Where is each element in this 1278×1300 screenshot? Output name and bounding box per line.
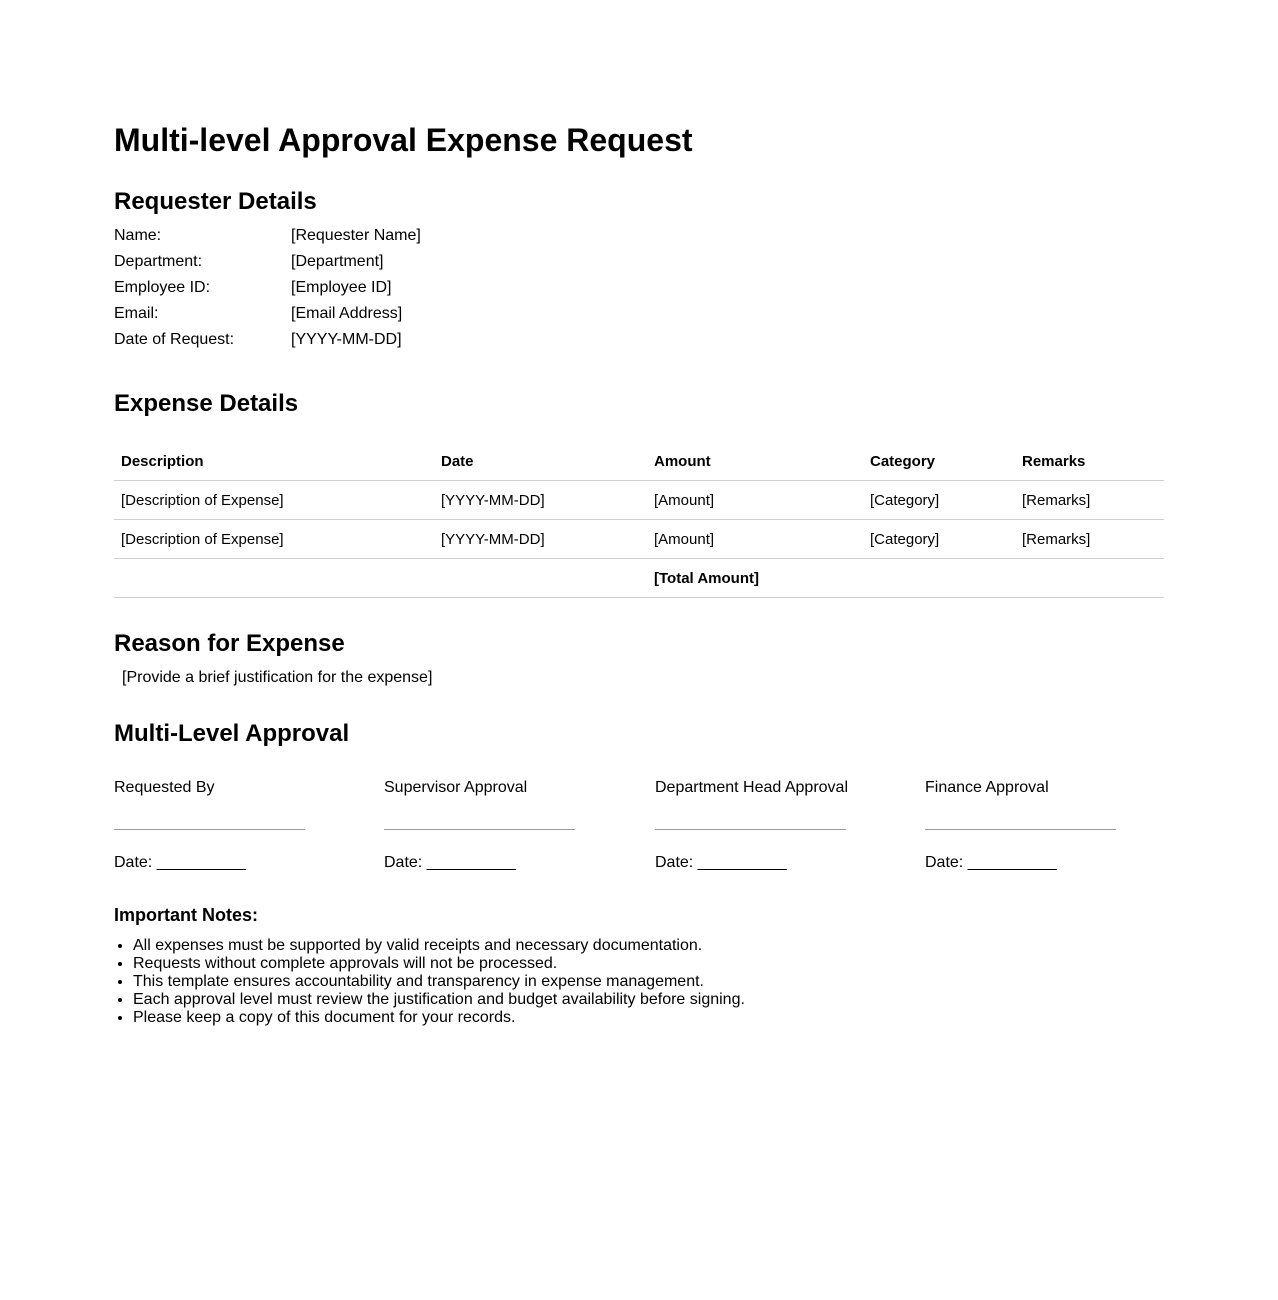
detail-row-employee-id [114,278,421,304]
reason-heading: Reason for Expense [114,630,345,657]
detail-label: Employee ID: [114,279,211,296]
detail-row-email [114,304,421,330]
cell-description: [Description of Expense] [114,520,434,559]
cell-description: [Description of Expense] [114,481,434,520]
list-item: • This template ensures accountability and transparency in expense management. [133,973,745,991]
cell-date: [YYYY-MM-DD] [434,481,647,520]
list-item: • Please keep a copy of this document for your records. [133,1009,745,1027]
reason-text: [Provide a brief justification for the expense] [122,669,433,686]
column-header-date: Date [434,442,647,481]
list-item: • Requests without complete approvals will not be processed. [133,955,745,973]
column-header-remarks: Remarks [1015,442,1164,481]
total-row [114,559,1164,598]
table-header-row [114,442,1164,481]
cell-amount: [Amount] [647,520,863,559]
empty-cell [114,559,434,598]
cell-remarks: [Remarks] [1015,481,1164,520]
cell-category: [Category] [863,481,1015,520]
approval-date: Date: __________ [114,854,246,871]
approval-date: Date: __________ [655,854,787,871]
notes-heading: Important Notes: [114,905,258,925]
detail-label: Department: [114,253,203,270]
detail-label: Email: [114,305,159,322]
cell-date: [YYYY-MM-DD] [434,520,647,559]
detail-value: [Employee ID] [291,279,392,296]
approval-finance [925,778,1165,871]
approval-department-head [655,778,895,871]
detail-label: Name: [114,227,162,244]
expense-table [114,442,1164,598]
detail-row-name [114,226,421,252]
approval-date: Date: __________ [384,854,516,871]
column-header-amount: Amount [647,442,863,481]
detail-value: [Department] [291,253,384,270]
table-row [114,481,1164,520]
detail-value: [YYYY-MM-DD] [291,331,402,348]
approval-requested-by [114,778,354,871]
approval-supervisor [384,778,624,871]
notes-list [114,937,745,1027]
approval-title: Supervisor Approval [384,779,528,796]
approval-title: Requested By [114,779,215,796]
total-amount: [Total Amount] [647,559,863,598]
column-header-category: Category [863,442,1015,481]
approval-date: Date: __________ [925,854,1057,871]
approval-title: Department Head Approval [655,779,848,796]
cell-category: [Category] [863,520,1015,559]
detail-value: [Requester Name] [291,227,421,244]
approval-heading: Multi-Level Approval [114,720,350,747]
signature-line [114,829,305,830]
empty-cell [434,559,647,598]
empty-cell [863,559,1015,598]
cell-amount: [Amount] [647,481,863,520]
empty-cell [1015,559,1164,598]
requester-heading: Requester Details [114,188,317,215]
column-header-description: Description [114,442,434,481]
signature-line [655,829,846,830]
detail-value: [Email Address] [291,305,403,322]
detail-label: Date of Request: [114,331,235,348]
signature-line [384,829,575,830]
list-item: • Each approval level must review the justification and budget availability before signing. [133,991,745,1009]
table-row [114,520,1164,559]
approval-title: Finance Approval [925,779,1049,796]
detail-row-department [114,252,421,278]
document-title: Multi-level Approval Expense Request [114,122,693,158]
expense-heading: Expense Details [114,390,299,417]
cell-remarks: [Remarks] [1015,520,1164,559]
requester-details [114,226,421,356]
detail-row-date [114,330,421,356]
list-item: • All expenses must be supported by valid receipts and necessary documentation. [133,937,745,955]
signature-line [925,829,1116,830]
